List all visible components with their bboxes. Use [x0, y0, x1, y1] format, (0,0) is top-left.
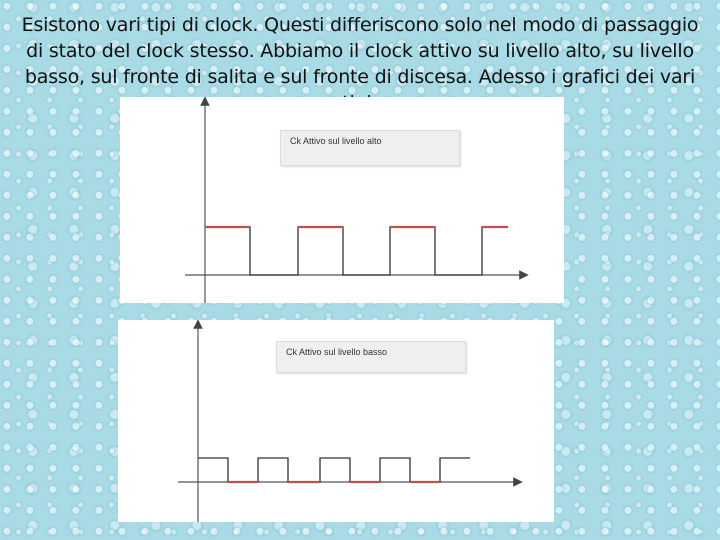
clock-waveform	[205, 227, 508, 275]
legend-box	[280, 130, 460, 166]
clock-diagram-active-high	[120, 97, 564, 303]
clock-diagram-active-high-svg	[120, 97, 564, 303]
legend-label: Ck Attivo sul livello alto	[290, 136, 382, 146]
legend-label: Ck Attivo sul livello basso	[286, 347, 388, 357]
clock-waveform	[198, 458, 470, 482]
legend-box	[276, 341, 466, 373]
slide-heading: Esistono vari tipi di clock. Questi differiscono solo nel modo di passaggio di stato del clock stesso. Abbiamo il clock attivo su livello alto, su livello basso, sul fronte di salita e sul fronte di discesa. Adesso i grafici dei vari	[21, 14, 699, 88]
clock-diagram-active-low	[118, 320, 554, 522]
